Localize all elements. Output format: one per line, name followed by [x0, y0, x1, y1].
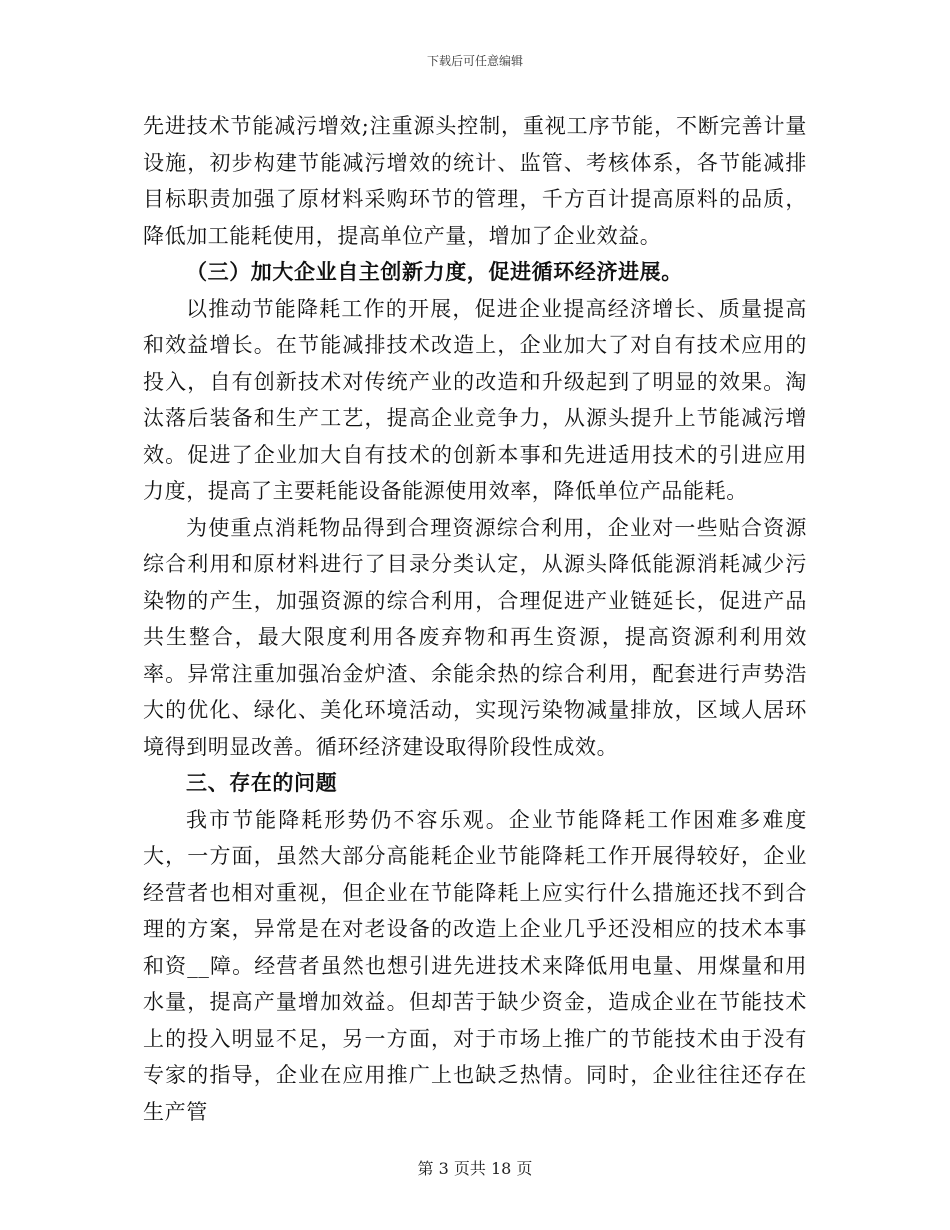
section-heading-problems: 三、存在的问题 [186, 770, 338, 795]
paragraph-resource-utilization: 为使重点消耗物品得到合理资源综合利用，企业对一些贴合资源综合利用和原材料进行了目录分类认定，从源头降低能源消耗减少污染物的产生，加强资源的综合利用，合理促进产业链延长，促进产品共生整合，最大限度利用各废弃物和再生资源，提高资源利利用效率。异常注重加强冶金炉渣、余能余热的综合利用，配套进行声势浩大的优化、绿化、美化环境活动，实现污染物减量排放，区域人居环境得到明显改善。循环经济建设取得阶段性成效。 [143, 515, 807, 759]
paragraph-problems: 我市节能降耗形势仍不容乐观。企业节能降耗工作困难多难度大，一方面，虽然大部分高能耗企业节能降耗工作开展得较好，企业经营者也相对重视，但企业在节能降耗上应实行什么措施还找不到合理的方案，异常是在对老设备的改造上企业几乎还没相应的技术本事和资__障。经营者虽然也想引进先进技术来降低用电量、用煤量和用水量，提高产量增加效益。但却苦于缺少资金，造成企业在节能技术上的投入明显不足，另一方面，对于市场上推广的节能技术由于没有专家的指导，企业在应用推广上也缺乏热情。同时，企业往往还存在生产管 [143, 807, 807, 1124]
section-heading-3: （三）加大企业自主创新力度，促进循环经济进展。 [186, 259, 683, 284]
page-header: 下载后可任意编辑 [426, 54, 523, 68]
paragraph-innovation: 以推动节能降耗工作的开展，促进企业提高经济增长、质量提高和效益增长。在节能减排技术改造上，企业加大了对自有技术应用的投入，自有创新技术对传统产业的改造和升级起到了明显的效果。淘汰落后装备和生产工艺，提高企业竞争力，从源头提升上节能减污增效。促进了企业加大自有技术的创新本事和先进适用技术的引进应用力度，提高了主要耗能设备能源使用效率，降低单位产品能耗。 [143, 296, 807, 503]
page-number: 第 3 页共 18 页 [417, 1159, 533, 1178]
paragraph-continuation: 先进技术节能减污增效;注重源头控制，重视工序节能，不断完善计量设施，初步构建节能减污增效的统计、监管、考核体系，各节能减排目标职责加强了原材料采购环节的管理，千方百计提高原料的品质，降低加工能耗使用，提高单位产量，增加了企业效益。 [143, 114, 807, 248]
document-body [143, 108, 807, 1130]
